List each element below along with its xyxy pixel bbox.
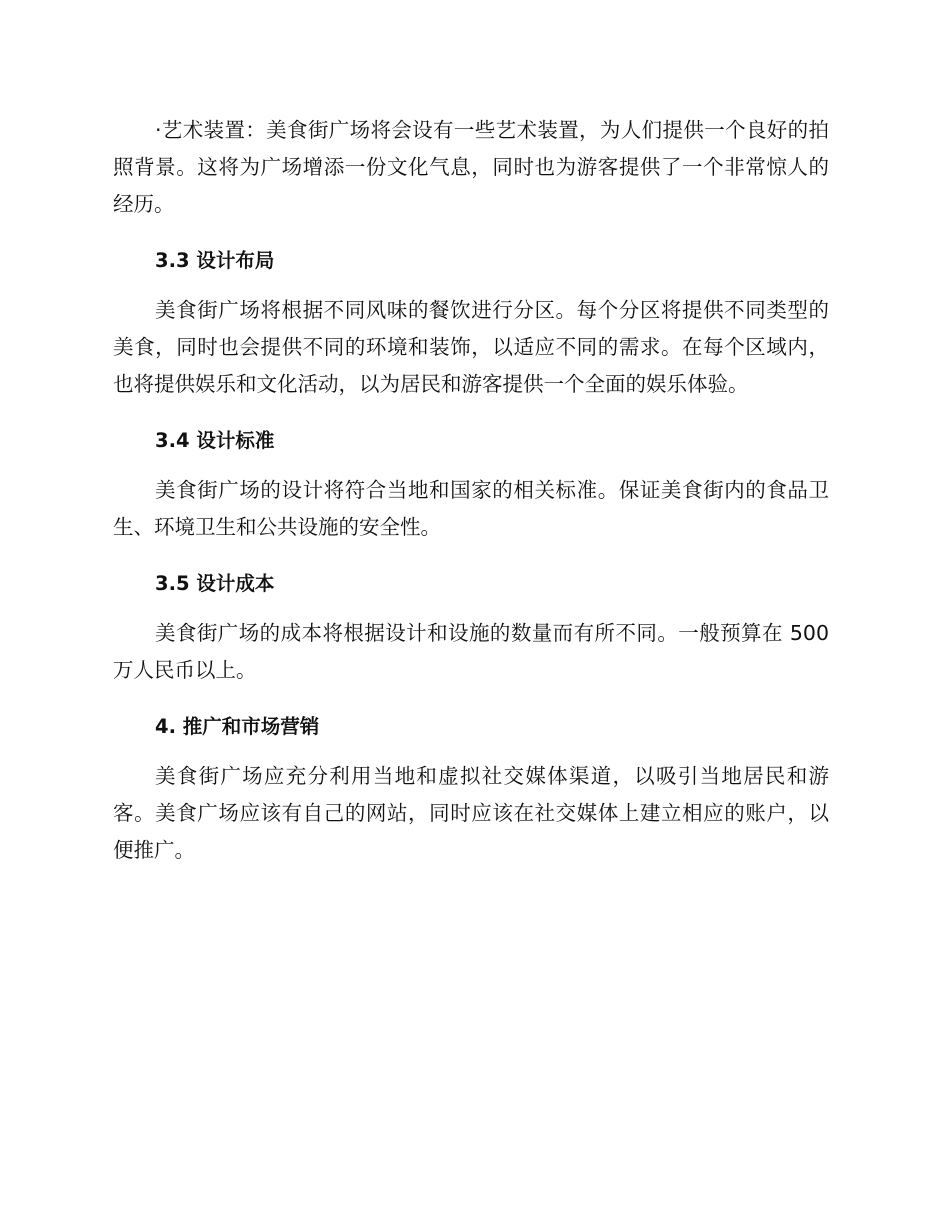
section-heading-3-4: 3.4 设计标准 [155,429,275,452]
spacer [113,275,829,292]
spacer [113,223,829,247]
spacer [113,455,829,472]
section-heading-4: 4. 推广和市场营销 [155,715,320,738]
document-body [113,112,829,869]
design-standards-paragraph: 美食街广场的设计将符合当地和国家的相关标准。保证美食街内的食品卫生、环境卫生和公共设施的安全性。 [113,478,829,539]
spacer [113,741,829,758]
art-installation-paragraph: ·艺术装置：美食街广场将会设有一些艺术装置，为人们提供一个良好的拍照背景。这将为广场增添一份文化气息，同时也为游客提供了一个非常惊人的经历。 [113,118,829,216]
spacer [113,546,829,570]
marketing-paragraph: 美食街广场应充分利用当地和虚拟社交媒体渠道，以吸引当地居民和游客。美食广场应该有自己的网站，同时应该在社交媒体上建立相应的账户，以便推广。 [113,764,829,862]
design-cost-paragraph: 美食街广场的成本将根据设计和设施的数量而有所不同。一般预算在 500 万人民币以上。 [113,621,829,682]
spacer [113,403,829,427]
section-heading-3-3: 3.3 设计布局 [155,249,275,272]
section-heading-3-5: 3.5 设计成本 [155,572,275,595]
spacer [113,598,829,615]
spacer [113,689,829,713]
design-layout-paragraph: 美食街广场将根据不同风味的餐饮进行分区。每个分区将提供不同类型的美食，同时也会提供不同的环境和装饰，以适应不同的需求。在每个区域内，也将提供娱乐和文化活动，以为居民和游客提供一个全面的娱乐体验。 [113,298,829,396]
